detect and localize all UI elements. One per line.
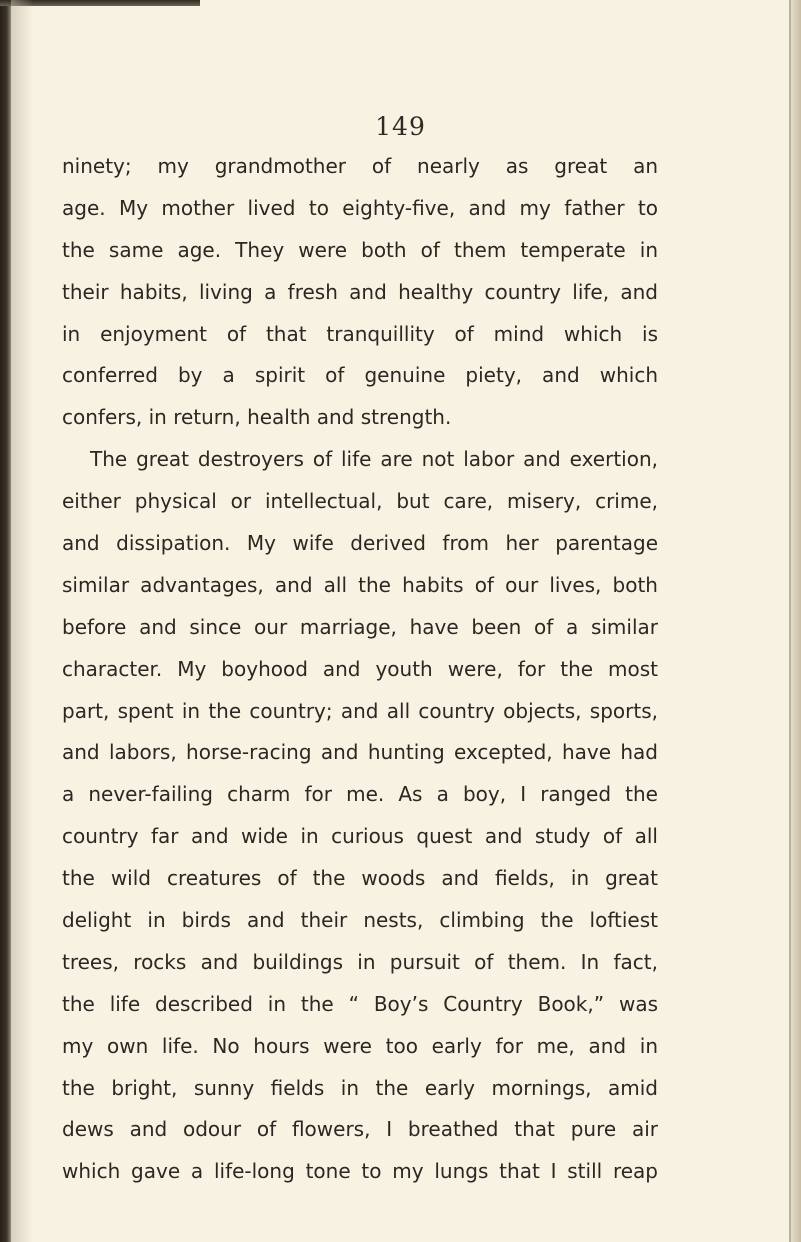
text-line: which gave a life-long tone to my lungs that I still reap	[62, 1159, 658, 1184]
binding-edge	[0, 0, 11, 1242]
page-number: 149	[375, 112, 426, 141]
text-line: in enjoyment of that tranquillity of mind which is	[62, 321, 658, 346]
text-line: and labors, horse-racing and hunting excepted, have had	[62, 740, 658, 765]
text-line: my own life. No hours were too early for me, and in	[62, 1033, 658, 1058]
text-line: their habits, living a fresh and healthy country life, and	[62, 279, 658, 304]
gutter-shadow	[11, 0, 33, 1242]
text-line: country far and wide in curious quest and study of all	[62, 824, 658, 849]
text-line: similar advantages, and all the habits of our lives, both	[62, 572, 658, 597]
text-line: a never-failing charm for me. As a boy, I ranged the	[62, 782, 658, 807]
text-line: confers, in return, health and strength.	[62, 405, 452, 430]
text-line: the life described in the “ Boy’s Country Book,” was	[62, 991, 658, 1016]
text-line: before and since our marriage, have been of a similar	[62, 614, 658, 639]
text-line: The great destroyers of life are not labor and exertion,	[90, 447, 658, 472]
text-line: either physical or intellectual, but care, misery, crime,	[62, 489, 658, 514]
text-line: dews and odour of flowers, I breathed that pure air	[62, 1117, 658, 1142]
text-line: character. My boyhood and youth were, for the most	[62, 656, 658, 681]
body-text	[62, 146, 658, 1193]
text-line: the wild creatures of the woods and fields, in great	[62, 866, 658, 891]
page-edge-line	[789, 0, 791, 1242]
text-line: conferred by a spirit of genuine piety, and which	[62, 363, 658, 388]
text-line: delight in birds and their nests, climbing the loftiest	[62, 908, 658, 933]
text-line: age. My mother lived to eighty-five, and my father to	[62, 195, 658, 220]
text-line: part, spent in the country; and all country objects, sports,	[62, 698, 658, 723]
text-line: the same age. They were both of them temperate in	[62, 237, 658, 262]
text-line: and dissipation. My wife derived from her parentage	[62, 531, 658, 556]
text-line: trees, rocks and buildings in pursuit of them. In fact,	[62, 949, 658, 974]
text-line: ninety; my grandmother of nearly as great an	[62, 154, 658, 178]
text-line: the bright, sunny fields in the early mornings, amid	[62, 1075, 658, 1100]
